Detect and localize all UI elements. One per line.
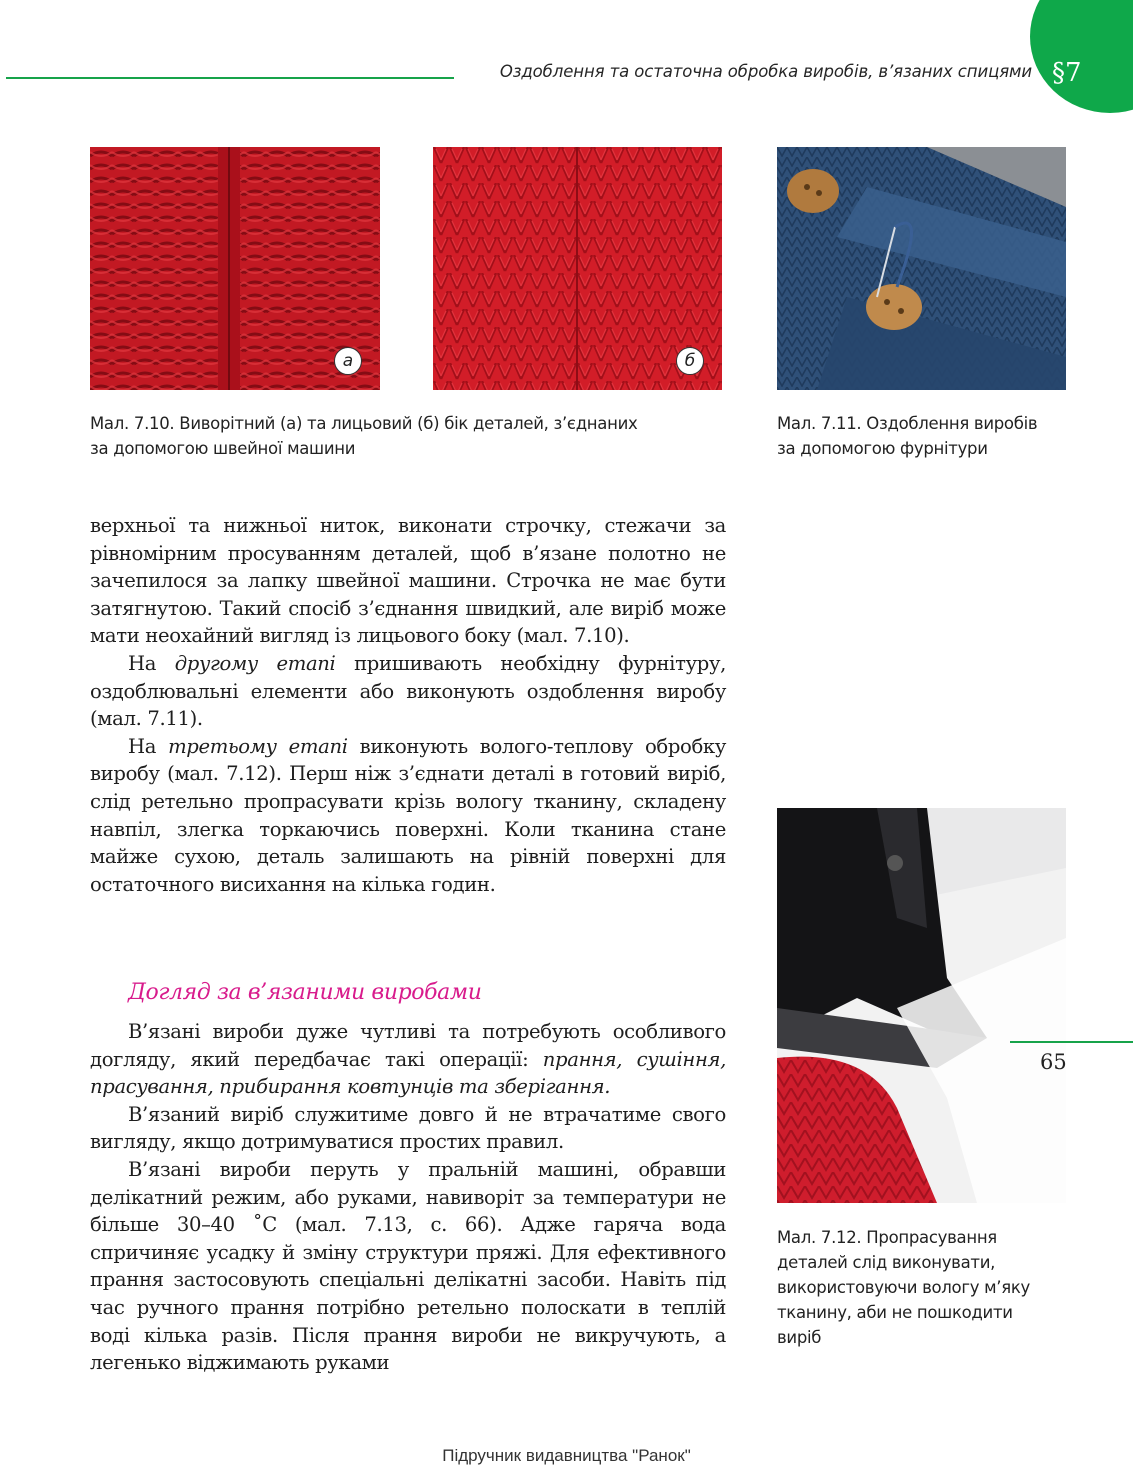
section-tab: [1030, 0, 1133, 113]
page-number: 65: [1040, 1050, 1067, 1074]
text-run: В’язані вироби дуже чутливі та потребують особливого догляду, який передбачає такі операції:: [90, 1020, 726, 1071]
header-rule: [6, 77, 454, 79]
running-header-title: Оздоблення та остаточна обробка виробів, в’язаних спицями: [499, 62, 1032, 81]
caption-line: деталей слід виконувати,: [777, 1253, 996, 1272]
photo-knit-front-side: [433, 147, 722, 390]
publisher-footer: Підручник видавництва "Ранок": [442, 1446, 691, 1465]
caption-line: за допомогою швейної машини: [90, 439, 356, 458]
section-heading: Догляд за в’язаними виробами: [128, 980, 482, 1005]
paragraph: [90, 1018, 726, 1101]
photo-ironing: [777, 808, 1066, 1203]
emphasis: третьому етапі: [168, 734, 348, 758]
figure-7-11-caption: [777, 411, 1077, 461]
text-run: виконують волого-теплову обробку виробу (мал. 7.12). Перш ніж з’єднати деталі в готовий виріб, слід ретельно пропрасувати крізь вологу тканину, складену навпіл, злегка торкаючись поверхні. Коли тканина стане майже сухою, деталь залишають на рівній поверхні для остаточного висихання на кілька годин.: [90, 734, 726, 896]
caption-line: тканину, аби не пошкодити: [777, 1303, 1013, 1322]
paragraph: В’язані вироби перуть у пральній машині, обравши делікатний режим, або руками, навиворіт за температури не більше 30–40 ˚С (мал. 7.13, с. 66). Адже гаряча вода спричиняє усадку й зміну структури пряжі. Для ефективного прання застосовують спеціальні делікатні засоби. Навіть під час ручного прання потрібно ретельно полоскати в теплій воді кілька разів. Після прання вироби не викручують, а легенько віджимають руками: [90, 1157, 726, 1375]
emphasis: другому етапі: [174, 651, 336, 675]
buttons-illustration: [777, 147, 1066, 390]
iron-illustration: [777, 808, 1066, 1203]
text-run: На: [128, 651, 175, 675]
caption-line: за допомогою фурнітури: [777, 439, 988, 458]
page-number-rule: [1010, 1041, 1133, 1043]
paragraph: верхньої та нижньої ниток, виконати строчку, стежачи за рівномірним просуванням деталей, щоб в’язане полотно не зачепилося за лапку швейної машини. Строчка не має бути затягнутою. Такий спосіб з’єднання швидкий, але виріб може мати неохайний вигляд із лицьового боку (мал. 7.10).: [90, 514, 726, 648]
text-run: пришивають необхідну фурнітуру, оздоблювальні елементи або виконують оздоблення виробу (мал. 7.11).: [90, 651, 726, 731]
caption-line: Мал. 7.11. Оздоблення виробів: [777, 414, 1038, 433]
paragraph: [90, 733, 726, 899]
figure-7-12-caption: [777, 1225, 1077, 1350]
body-text-lower: [90, 1018, 726, 1377]
emphasis: прання, сушіння, прасування, прибирання ковтунців та зберігання.: [90, 1047, 726, 1099]
caption-line: використовуючи вологу м’яку: [777, 1278, 1030, 1297]
section-number: §7: [1052, 58, 1082, 88]
paragraph: [90, 650, 726, 733]
photo-knit-reverse-side: [90, 147, 380, 390]
label-b-badge: б: [676, 347, 704, 375]
body-text-upper: [90, 512, 726, 898]
label-a-badge: а: [334, 347, 362, 375]
paragraph: В’язаний виріб служитиме довго й не втрачатиме свого вигляду, якщо дотримуватися простих правил.: [90, 1102, 726, 1154]
text-run: На: [128, 734, 169, 758]
caption-line: Мал. 7.12. Пропрасування: [777, 1228, 997, 1247]
caption-line: виріб: [777, 1328, 822, 1347]
photo-cardigan-buttons: [777, 147, 1066, 390]
figure-7-10-caption: [90, 411, 730, 461]
caption-line: Мал. 7.10. Виворітний (а) та лицьовий (б) бік деталей, з’єднаних: [90, 414, 638, 433]
